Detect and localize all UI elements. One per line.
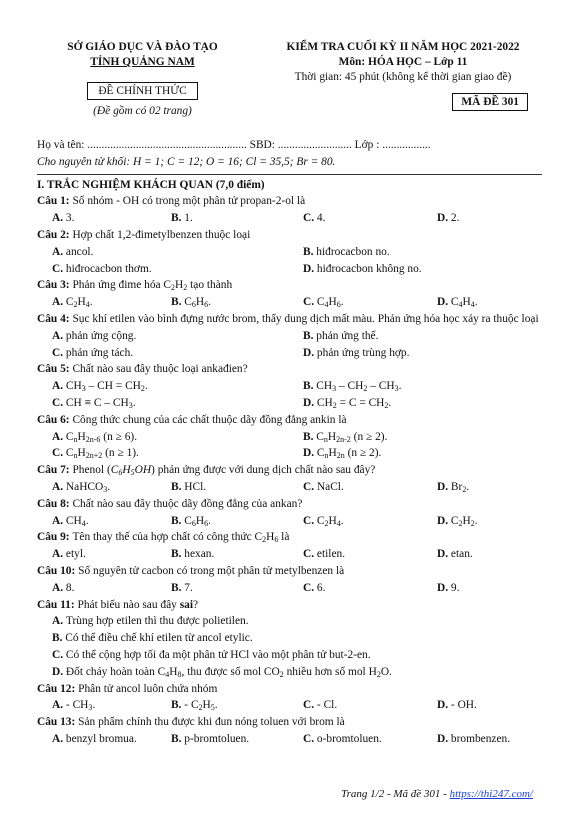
option-letter: C. [303, 699, 317, 712]
option-text: NaCl. [316, 480, 344, 493]
options-row [37, 261, 542, 278]
question-text: Công thức chung của các chất thuộc dãy đồng đẳng ankin là [72, 413, 347, 426]
answer-option[interactable] [52, 445, 139, 462]
option-text: $C_6H_6$. [184, 514, 211, 528]
question [37, 277, 542, 311]
answer-option[interactable] [171, 731, 249, 748]
option-text: o-bromtoluen. [316, 732, 382, 745]
answer-option[interactable] [171, 580, 193, 597]
option-text: 6. [316, 581, 326, 594]
question-stem [37, 361, 542, 378]
subject-line: Môn: HÓA HỌC – Lớp 11 [338, 56, 468, 68]
options-row [37, 546, 542, 563]
options-row [37, 580, 542, 597]
option-letter: D. [437, 548, 451, 561]
answer-option[interactable] [171, 479, 206, 496]
answer-option[interactable] [303, 244, 390, 261]
option-text: $C_2H_2$. [450, 514, 478, 528]
option-letter: C. [303, 212, 317, 225]
answer-option[interactable] [52, 546, 86, 563]
option-letter: A. [52, 548, 66, 561]
option-letter: B. [303, 245, 317, 258]
question-stem [37, 496, 542, 513]
option-text: phản ứng trùng hợp. [316, 346, 410, 359]
option-text: $Br_2$. [450, 480, 470, 494]
answer-option[interactable] [52, 210, 74, 227]
option-letter: B. [52, 632, 66, 645]
option-text: $C_nH_{2n-6}$ (n ≥ 6). [65, 430, 138, 444]
option-text: phản ứng tách. [65, 346, 134, 359]
answer-option[interactable] [52, 664, 392, 681]
options-row [37, 328, 542, 345]
answer-option[interactable] [171, 210, 193, 227]
option-text: hiđrocacbon no. [316, 245, 390, 258]
option-letter: A. [52, 329, 66, 342]
option-letter: D. [437, 732, 451, 745]
atomic-masses: Cho nguyên tử khối: H = 1; C = 12; O = 16; Cl = 35,5; Br = 80. [37, 155, 336, 168]
option-text: $C_nH_{2n}$ (n ≥ 2). [316, 447, 382, 461]
option-letter: D. [303, 396, 317, 409]
option-text: NaHCO$_3$. [65, 480, 111, 494]
footer [341, 788, 533, 800]
question-stem [37, 193, 542, 210]
answer-option[interactable] [303, 731, 382, 748]
answer-option[interactable] [52, 479, 110, 496]
option-text: hexan. [184, 548, 215, 561]
answer-option[interactable] [303, 445, 381, 462]
option-text: p-bromtoluen. [184, 732, 250, 745]
option-letter: A. [52, 581, 66, 594]
option-text: $C_4H_4$. [450, 296, 478, 310]
question [37, 412, 542, 462]
answer-option[interactable] [303, 378, 401, 395]
question-text: Hợp chất 1,2-đimetylbenzen thuộc loại [72, 228, 251, 241]
header-right [258, 40, 548, 111]
option-letter: B. [303, 329, 317, 342]
question-stem [37, 597, 542, 614]
option-letter: C. [303, 581, 317, 594]
answer-option[interactable] [171, 546, 214, 563]
answer-option[interactable] [52, 328, 136, 345]
option-text: - $CH_3$. [65, 699, 96, 713]
option-letter: B. [171, 480, 185, 493]
question-stem [37, 227, 542, 244]
answer-option[interactable] [437, 697, 477, 714]
option-letter: A. [52, 245, 66, 258]
answer-option[interactable] [303, 294, 344, 311]
option-text: 7. [184, 581, 193, 594]
options-row [37, 697, 542, 714]
option-text: CH ≡ C – $CH_3$. [65, 396, 136, 410]
option-text: etilen. [316, 548, 346, 561]
option-letter: B. [303, 380, 317, 393]
options-row [37, 244, 542, 261]
question-number: Câu 13: [37, 716, 79, 729]
option-text: Có thể cộng hợp tối đa một phân tử HCl vào một phân tử but-2-en. [65, 648, 371, 661]
option-letter: B. [171, 699, 185, 712]
option-letter: B. [171, 732, 185, 745]
option-text: - OH. [450, 699, 477, 712]
question-number: Câu 12: [37, 682, 79, 695]
option-letter: C. [52, 262, 66, 275]
option-text: phản ứng cộng. [65, 329, 137, 342]
option-letter: C. [303, 732, 317, 745]
question-stem [37, 462, 542, 479]
option-letter: D. [437, 212, 451, 225]
question-text: Phản ứng đime hóa $C_2H_2$ tạo thành [72, 279, 233, 293]
question-number: Câu 10: [37, 564, 79, 577]
question-stem [37, 412, 542, 429]
option-letter: A. [52, 615, 66, 628]
question-list [37, 193, 542, 747]
answer-option[interactable] [437, 513, 478, 530]
header-left [40, 40, 245, 119]
question-number: Câu 9: [37, 531, 73, 544]
option-text: Có thể điều chế khí etilen từ ancol etylic. [65, 632, 253, 645]
answer-option[interactable] [303, 513, 344, 530]
dept-line2: TỈNH QUẢNG NAM [90, 56, 195, 68]
options-row [37, 294, 542, 311]
option-text: 1. [184, 212, 193, 225]
options-row [37, 630, 542, 647]
answer-option[interactable] [52, 731, 137, 748]
answer-option[interactable] [52, 647, 371, 664]
answer-option[interactable] [52, 580, 74, 597]
option-letter: D. [437, 296, 451, 309]
answer-option[interactable] [52, 513, 89, 530]
question [37, 681, 542, 715]
option-letter: D. [437, 514, 451, 527]
option-text: hiđrocacbon thơm. [65, 262, 152, 275]
option-letter: A. [52, 296, 66, 309]
option-text: 8. [65, 581, 75, 594]
option-text: $C_nH_{2n+2}$ (n ≥ 1). [65, 447, 139, 461]
answer-option[interactable] [303, 479, 344, 496]
answer-option[interactable] [52, 613, 249, 630]
answer-option[interactable] [52, 378, 148, 395]
option-text: $C_2H_4$. [316, 514, 344, 528]
footer-text: Trang 1/2 - Mã đề 301 - [341, 788, 450, 800]
answer-option[interactable] [171, 513, 211, 530]
option-text: $C_nH_{2n-2}$ (n ≥ 2). [316, 430, 388, 444]
option-letter: B. [171, 296, 185, 309]
question [37, 361, 542, 411]
option-letter: D. [303, 262, 317, 275]
options-row [37, 395, 542, 412]
option-letter: B. [303, 430, 317, 443]
question-stem [37, 681, 542, 698]
option-text: $C_4H_6$. [316, 296, 344, 310]
question-text: Phát biểu nào sau đây sai? [77, 598, 199, 611]
official-badge: ĐỀ CHÍNH THỨC [87, 82, 197, 100]
option-letter: D. [437, 581, 451, 594]
answer-option[interactable] [303, 580, 325, 597]
option-text: $CH_3$ – CH = $CH_2$. [65, 380, 148, 394]
option-text: Trùng hợp etilen thì thu được polietilen. [65, 615, 249, 628]
option-letter: A. [52, 212, 66, 225]
option-text: etyl. [65, 548, 86, 561]
option-text: 9. [450, 581, 460, 594]
answer-option[interactable] [303, 697, 337, 714]
answer-option[interactable] [437, 731, 510, 748]
option-text: $C_6H_6$. [184, 296, 211, 310]
answer-option[interactable] [303, 210, 325, 227]
answer-option[interactable] [303, 345, 409, 362]
question [37, 714, 542, 748]
option-letter: C. [303, 514, 317, 527]
option-text: 3. [65, 212, 75, 225]
divider [37, 174, 542, 175]
option-letter: A. [52, 430, 66, 443]
option-text: HCl. [184, 480, 207, 493]
option-letter: A. [52, 380, 66, 393]
question-stem [37, 311, 542, 328]
question-number: Câu 6: [37, 413, 73, 426]
answer-option[interactable] [52, 630, 253, 647]
option-letter: C. [52, 648, 66, 661]
question-text: Số nhóm - OH có trong một phân tử propan-2-ol là [72, 195, 306, 208]
option-letter: A. [52, 732, 66, 745]
dept-line1: SỞ GIÁO DỤC VÀ ĐÀO TẠO [67, 41, 218, 53]
question-number: Câu 1: [37, 195, 73, 208]
option-letter: D. [52, 665, 66, 678]
options-row [37, 513, 542, 530]
question-number: Câu 2: [37, 228, 73, 241]
question-number: Câu 8: [37, 497, 73, 510]
option-letter: B. [171, 212, 185, 225]
question-stem [37, 563, 542, 580]
question-text: Chất nào sau đây thuộc loại ankađien? [72, 363, 248, 376]
section-title: I. TRẮC NGHIỆM KHÁCH QUAN (7,0 điểm) [37, 178, 265, 191]
option-text: - Cl. [316, 699, 338, 712]
student-line: Họ và tên: ........................................................ SBD: .......................... Lớp : ................. [37, 139, 431, 151]
option-text: 4. [316, 212, 326, 225]
exam-code: MÃ ĐỀ 301 [452, 93, 528, 111]
question-text: Phân tử ancol luôn chứa nhóm [78, 682, 218, 695]
question-text: Phenol $(C_6H_5OH)$ phản ứng được với dung dịch chất nào sau đây? [72, 464, 376, 478]
option-text: $CH_3 - CH_2 - CH_3$. [316, 380, 402, 394]
option-text: $C_2H_4$. [65, 296, 93, 310]
option-letter: B. [171, 548, 185, 561]
answer-option[interactable] [437, 479, 469, 496]
options-row [37, 647, 542, 664]
question [37, 563, 542, 597]
answer-option[interactable] [171, 697, 218, 714]
option-letter: B. [171, 581, 185, 594]
question [37, 311, 542, 361]
answer-option[interactable] [52, 345, 133, 362]
answer-option[interactable] [303, 395, 391, 412]
answer-option[interactable] [303, 429, 387, 446]
answer-option[interactable] [52, 697, 95, 714]
options-row [37, 345, 542, 362]
option-letter: D. [437, 699, 451, 712]
option-text: phản ứng thế. [316, 329, 379, 342]
option-text: Đốt cháy hoàn toàn $C_4H_8$, thu được số mol $CO_2$ nhiều hơn số mol $H_2O$. [65, 665, 392, 679]
options-row [37, 378, 542, 395]
option-text: $CH_4$. [65, 514, 89, 528]
option-letter: D. [437, 480, 451, 493]
answer-option[interactable] [437, 580, 459, 597]
question [37, 462, 542, 496]
option-text: $CH_2 = C = CH_2$. [316, 396, 392, 410]
option-letter: C. [303, 296, 317, 309]
question-number: Câu 3: [37, 279, 73, 292]
time-line: Thời gian: 45 phút (không kể thời gian giao đề) [294, 71, 512, 83]
option-letter: A. [52, 514, 66, 527]
option-letter: A. [52, 699, 66, 712]
option-letter: B. [171, 514, 185, 527]
question [37, 193, 542, 227]
question [37, 597, 542, 681]
option-letter: C. [52, 447, 66, 460]
option-text: benzyl bromua. [65, 732, 137, 745]
question-text: Tên thay thế của hợp chất có công thức $C_2H_6$ là [72, 531, 290, 545]
option-text: brombenzen. [450, 732, 511, 745]
question-text: Sản phẩm chính thu được khi đun nóng toluen với brom là [78, 716, 345, 729]
question-stem [37, 529, 542, 546]
answer-option[interactable] [437, 546, 473, 563]
option-letter: D. [303, 447, 317, 460]
answer-option[interactable] [52, 261, 152, 278]
options-row [37, 479, 542, 496]
question-text: Sục khí etilen vào bình đựng nước brom, thấy dung dịch mất màu. Phản ứng hóa học xảy ra thuộc loại [72, 312, 539, 325]
pages-note: (Đề gồm có 02 trang) [93, 105, 192, 117]
footer-link[interactable]: https://thi247.com/ [449, 788, 533, 800]
option-text: ancol. [65, 245, 94, 258]
options-row [37, 613, 542, 630]
question-number: Câu 7: [37, 464, 73, 477]
question-stem [37, 714, 542, 731]
answer-option[interactable] [437, 294, 478, 311]
exam-body [37, 137, 542, 748]
options-row [37, 731, 542, 748]
option-letter: A. [52, 480, 66, 493]
options-row [37, 429, 542, 446]
answer-option[interactable] [303, 261, 422, 278]
answer-option[interactable] [52, 429, 137, 446]
question [37, 496, 542, 530]
option-letter: C. [52, 346, 66, 359]
option-text: 2. [450, 212, 460, 225]
question-number: Câu 4: [37, 312, 73, 325]
answer-option[interactable] [437, 210, 459, 227]
question-text: Số nguyên tử cacbon có trong một phân tử metylbenzen là [78, 564, 345, 577]
options-row [37, 445, 542, 462]
answer-option[interactable] [171, 294, 211, 311]
question-text: Chất nào sau đây thuộc dãy đồng đẳng của ankan? [72, 497, 303, 510]
answer-option[interactable] [303, 546, 345, 563]
options-row [37, 664, 542, 681]
option-text: - $C_2H_5$. [184, 699, 218, 713]
option-letter: C. [52, 396, 66, 409]
question-number: Câu 11: [37, 598, 78, 611]
exam-title: KIỂM TRA CUỐI KỲ II NĂM HỌC 2021-2022 [286, 41, 520, 53]
option-text: etan. [450, 548, 473, 561]
option-text: hiđrocacbon không no. [316, 262, 422, 275]
question [37, 227, 542, 277]
question-number: Câu 5: [37, 363, 73, 376]
question [37, 529, 542, 563]
option-letter: C. [303, 480, 317, 493]
answer-option[interactable] [52, 294, 93, 311]
question-stem [37, 277, 542, 294]
option-letter: C. [303, 548, 317, 561]
answer-option[interactable] [52, 244, 93, 261]
answer-option[interactable] [52, 395, 136, 412]
options-row [37, 210, 542, 227]
answer-option[interactable] [303, 328, 378, 345]
option-letter: D. [303, 346, 317, 359]
